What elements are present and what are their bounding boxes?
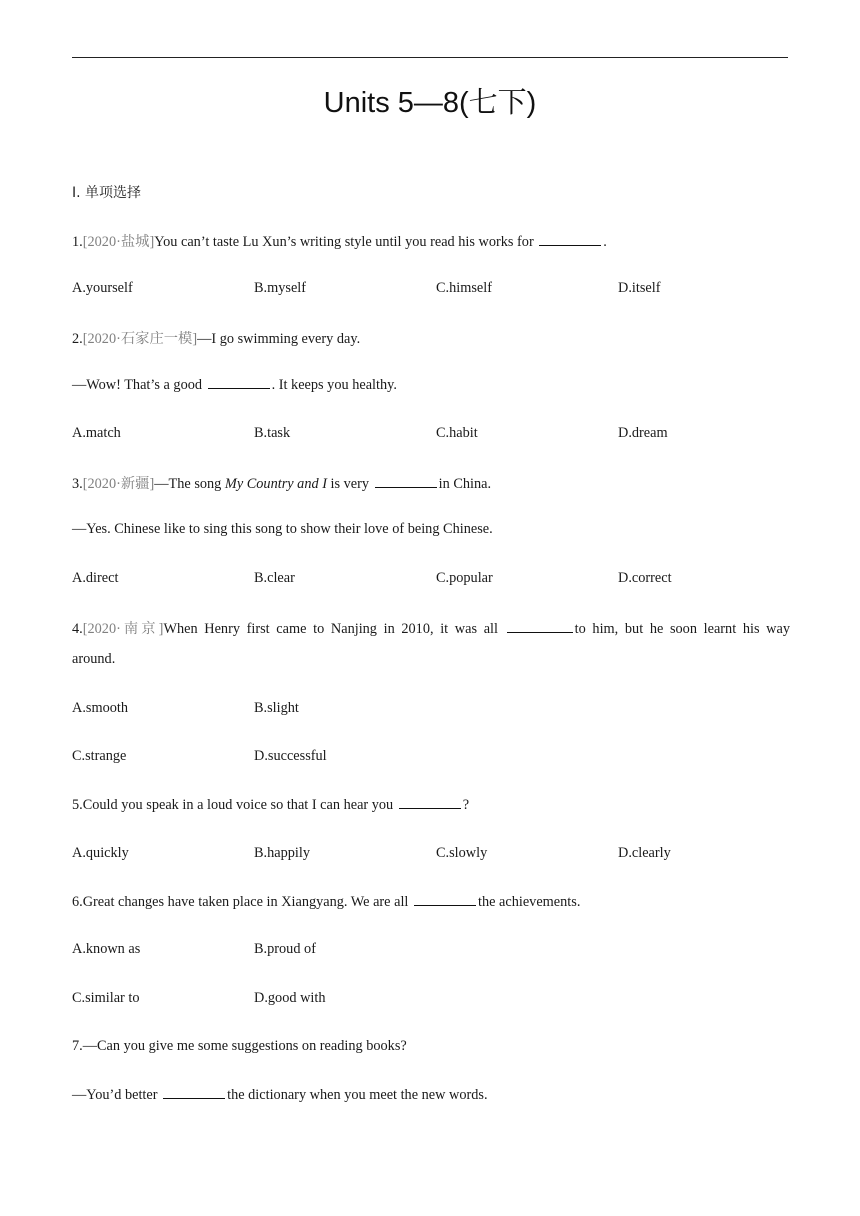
question-6 [72, 893, 790, 911]
option-d: D.correct [618, 570, 672, 586]
option-b: B.happily [254, 845, 310, 861]
question-text-end: ? [462, 797, 470, 813]
question-text-end: the dictionary when you meet the new words. [227, 1087, 488, 1103]
song-title: My Country and I [224, 476, 327, 492]
answer-blank[interactable] [399, 796, 461, 809]
option-a: A.direct [72, 570, 119, 586]
question-4 [72, 618, 790, 638]
question-source: [2020·南京] [82, 621, 164, 637]
question-4-continuation: around. [72, 651, 116, 667]
option-a: A.quickly [72, 845, 129, 861]
section-heading: Ⅰ. 单项选择 [72, 185, 142, 201]
answer-blank[interactable] [414, 893, 476, 906]
question-source: [2020·新疆] [82, 476, 155, 492]
option-b: B.myself [254, 280, 307, 296]
question-5 [72, 796, 790, 814]
option-a: A.known as [72, 941, 141, 957]
question-text-end: . It keeps you healthy. [271, 377, 397, 393]
option-a: A.smooth [72, 700, 129, 716]
option-b: B.clear [254, 570, 295, 586]
question-3-response: —Yes. Chinese like to sing this song to show their love of being Chinese. [72, 521, 493, 537]
question-7-response [72, 1086, 790, 1104]
question-text-mid: is very [326, 476, 373, 492]
question-text: When Henry first came to Nanjing in 2010, it was all [163, 621, 505, 637]
question-text: —You’d better [72, 1087, 162, 1103]
option-a: A.yourself [72, 280, 133, 296]
option-c: C.similar to [72, 990, 140, 1006]
option-c: C.himself [436, 280, 492, 296]
question-number: 1. [72, 234, 83, 250]
question-text-end: to him, but he soon learnt his way [574, 621, 790, 637]
question-text-end: the achievements. [477, 894, 581, 910]
question-text: 6.Great changes have taken place in Xiangyang. We are all [72, 894, 412, 910]
answer-blank[interactable] [507, 620, 573, 633]
question-2 [72, 328, 790, 348]
question-number: 2. [72, 331, 83, 347]
question-source: [2020·石家庄一模] [82, 331, 198, 347]
answer-blank[interactable] [208, 376, 270, 389]
question-number: 3. [72, 476, 83, 492]
question-text: 5.Could you speak in a loud voice so that I can hear you [72, 797, 397, 813]
question-3 [72, 473, 790, 493]
question-text-end: . [603, 234, 607, 250]
page-title: Units 5—8(七下) [323, 87, 537, 119]
question-text: —I go swimming every day. [197, 331, 361, 347]
option-c: C.popular [436, 570, 493, 586]
question-1 [72, 231, 790, 251]
option-b: B.slight [254, 700, 299, 716]
option-c: C.slowly [436, 845, 488, 861]
option-b: B.proud of [254, 941, 316, 957]
option-a: A.match [72, 425, 121, 441]
option-d: D.itself [618, 280, 661, 296]
question-text: You can’t taste Lu Xun’s writing style until you read his works for [154, 234, 538, 250]
question-7: 7.—Can you give me some suggestions on reading books? [72, 1038, 407, 1054]
answer-blank[interactable] [163, 1086, 225, 1099]
question-text: —Wow! That’s a good [72, 377, 206, 393]
answer-blank[interactable] [539, 233, 601, 246]
question-text: —The song [154, 476, 225, 492]
answer-blank[interactable] [375, 475, 437, 488]
question-text-end: in China. [438, 476, 492, 492]
option-d: D.dream [618, 425, 668, 441]
option-c: C.habit [436, 425, 478, 441]
option-c: C.strange [72, 748, 127, 764]
option-d: D.successful [254, 748, 327, 764]
header-rule [72, 57, 788, 58]
option-d: D.clearly [618, 845, 671, 861]
option-d: D.good with [254, 990, 326, 1006]
question-number: 4. [72, 621, 83, 637]
question-2-response [72, 376, 790, 394]
option-b: B.task [254, 425, 291, 441]
question-source: [2020·盐城] [82, 234, 155, 250]
